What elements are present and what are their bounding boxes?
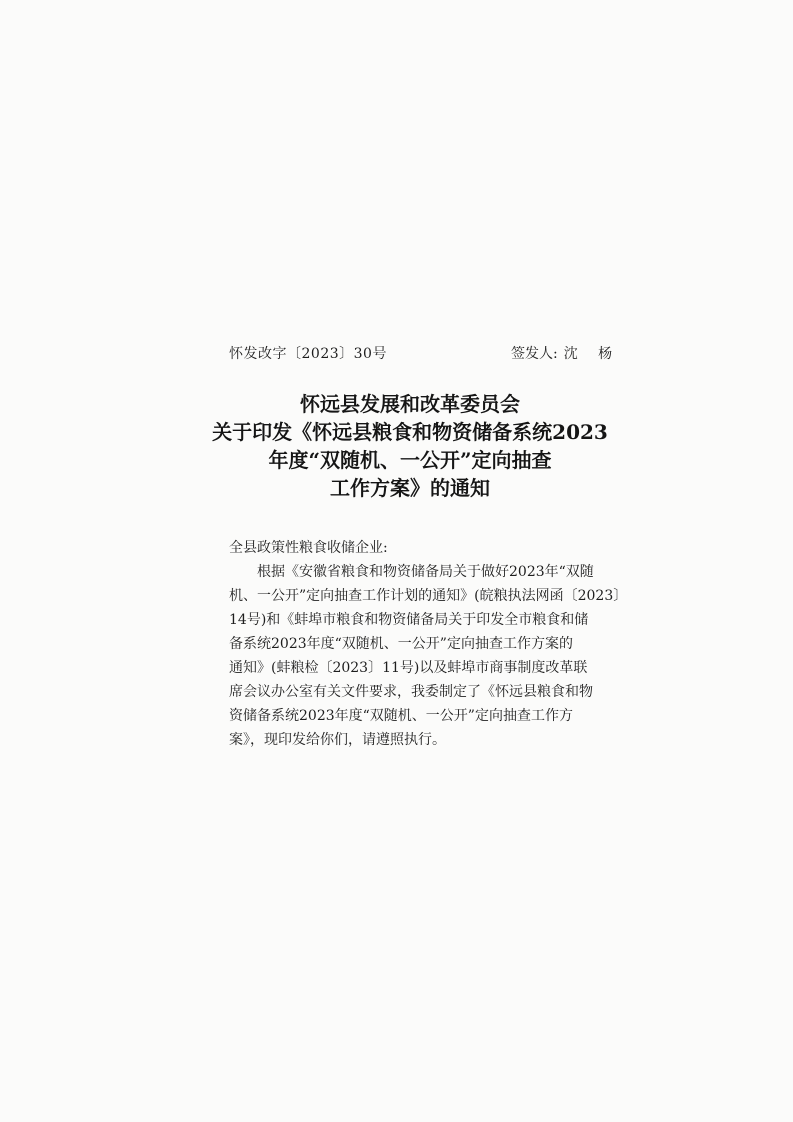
body-line-1: 根据《安徽省粮食和物资储备局关于做好2023年“双随 (257, 564, 594, 580)
title-line-4: 工作方案》的通知 (330, 476, 490, 500)
body-line-3: 14号)和《蚌埠市粮食和物资储备局关于印发全市粮食和储 (229, 612, 589, 628)
body-line-7: 资储备系统2023年度“双随机、一公开”定向抽查工作方 (229, 708, 573, 724)
signer-block (511, 343, 620, 363)
document-number: 怀发改字〔2023〕30号 (229, 346, 387, 362)
body-line-8: 案》，现印发给你们，请遵照执行。 (229, 732, 446, 748)
signer-label: 签发人: (511, 346, 558, 362)
body-line-4: 备系统2023年度“双随机、一公开”定向抽查工作方案的 (229, 636, 573, 652)
body-line-5: 通知》(蚌粮检〔2023〕11号)以及蚌埠市商事制度改革联 (229, 660, 588, 676)
body-line-2: 机、一公开”定向抽查工作计划的通知》(皖粮执法网函〔2023〕 (229, 588, 628, 604)
title-line-3: 年度“双随机、一公开”定向抽查 (268, 448, 552, 472)
title-line-2: 关于印发《怀远县粮食和物资储备系统2023 (212, 420, 608, 444)
document-title (200, 390, 620, 502)
body-paragraph (229, 560, 628, 752)
salutation: 全县政策性粮食收储企业: (229, 540, 388, 556)
title-line-1: 怀远县发展和改革委员会 (300, 392, 520, 416)
signer-name: 沈 杨 (563, 346, 621, 362)
body-line-6: 席会议办公室有关文件要求，我委制定了《怀远县粮食和物 (229, 684, 593, 700)
